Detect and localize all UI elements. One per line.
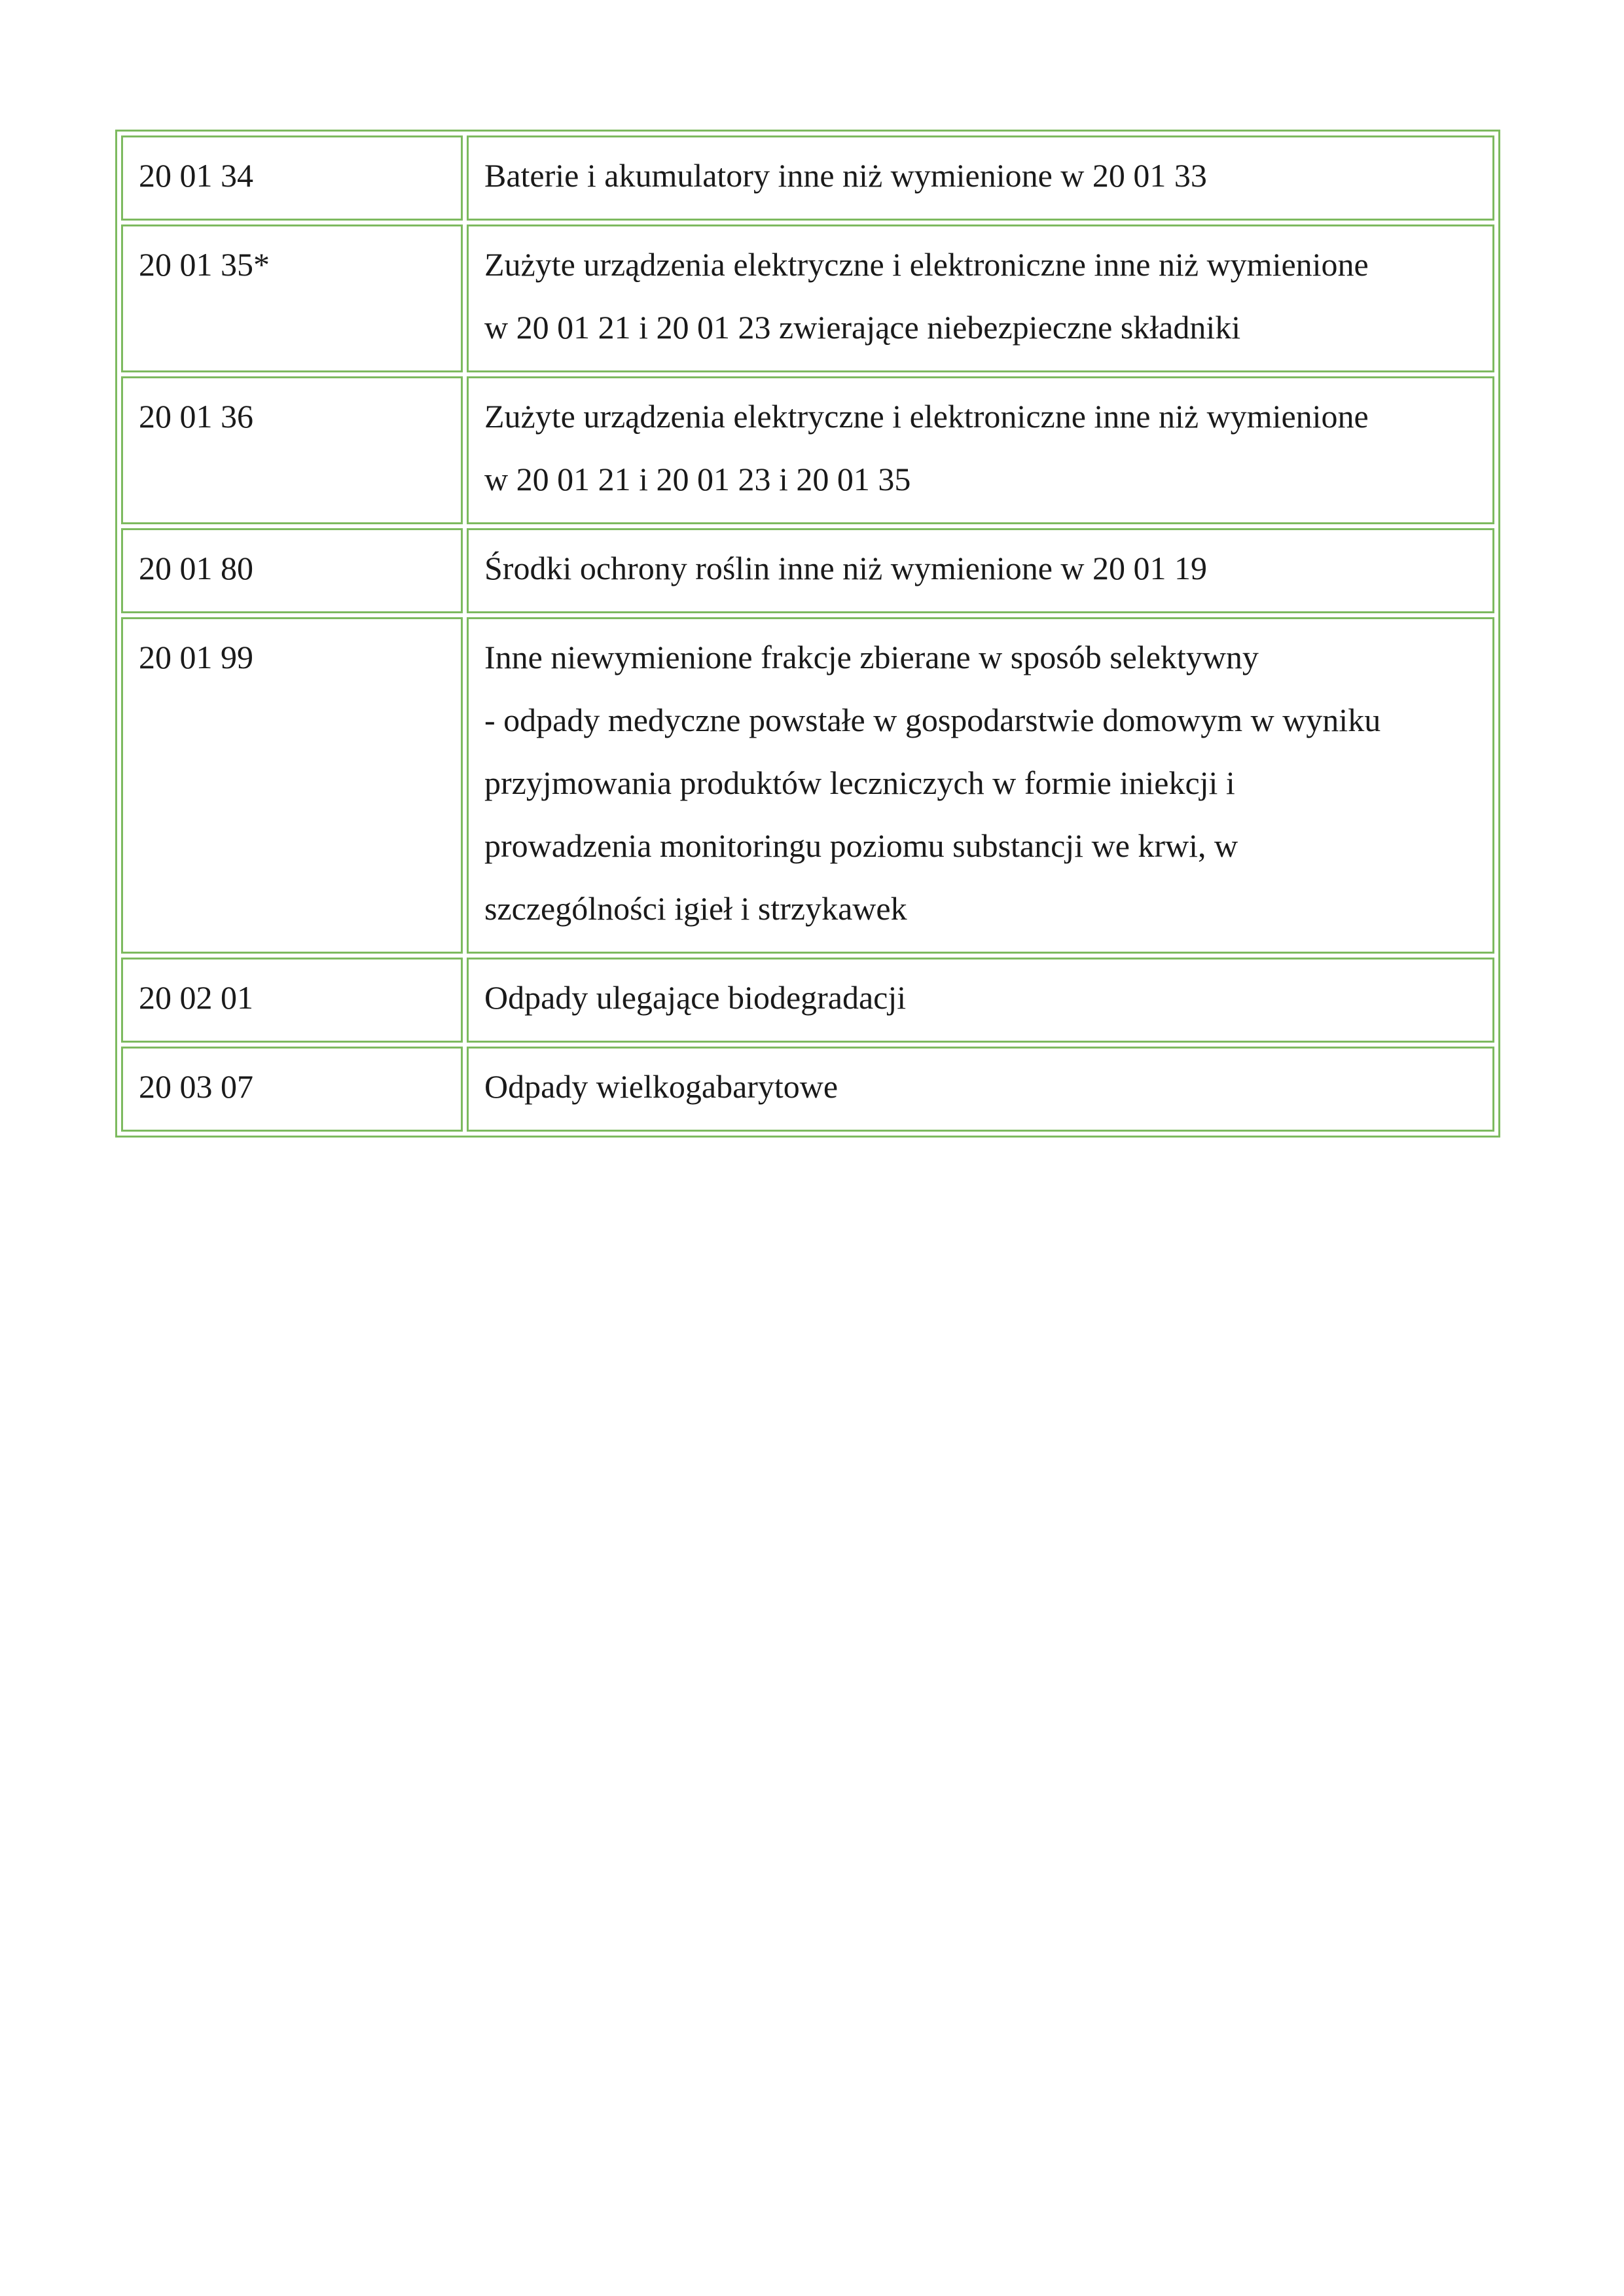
table-row [121, 224, 1494, 372]
waste-code-cell: 20 01 36 [121, 376, 463, 524]
description-line: Inne niewymienione frakcje zbierane w sposób selektywny [484, 639, 1259, 675]
description-line: w 20 01 21 i 20 01 23 zwierające niebezpieczne składniki [484, 309, 1241, 346]
description-line: Zużyte urządzenia elektryczne i elektroniczne inne niż wymienione [484, 246, 1369, 283]
waste-description-cell [467, 1047, 1494, 1132]
waste-description-cell [467, 376, 1494, 524]
waste-code-cell: 20 03 07 [121, 1047, 463, 1132]
waste-code-cell: 20 01 35* [121, 224, 463, 372]
waste-description-cell [467, 958, 1494, 1043]
table-row [121, 617, 1494, 954]
description-line: przyjmowania produktów leczniczych w formie iniekcji i [484, 764, 1235, 801]
table-row [121, 1047, 1494, 1132]
description-line: Odpady wielkogabarytowe [484, 1068, 839, 1105]
waste-codes-table [115, 130, 1500, 1138]
waste-code-cell: 20 02 01 [121, 958, 463, 1043]
description-line: w 20 01 21 i 20 01 23 i 20 01 35 [484, 461, 911, 497]
description-line: Środki ochrony roślin inne niż wymienione w 20 01 19 [484, 550, 1208, 586]
waste-description-cell [467, 135, 1494, 221]
table-row [121, 528, 1494, 613]
description-line: prowadzenia monitoringu poziomu substancji we krwi, w [484, 827, 1238, 864]
table-row [121, 135, 1494, 221]
description-line: - odpady medyczne powstałe w gospodarstwie domowym w wyniku [484, 702, 1381, 738]
waste-code-cell: 20 01 99 [121, 617, 463, 954]
description-line: Odpady ulegające biodegradacji [484, 979, 907, 1016]
waste-code-cell: 20 01 80 [121, 528, 463, 613]
table-row [121, 376, 1494, 524]
waste-description-cell [467, 528, 1494, 613]
description-line: szczególności igieł i strzykawek [484, 890, 907, 927]
waste-code-cell: 20 01 34 [121, 135, 463, 221]
waste-description-cell [467, 224, 1494, 372]
description-line: Baterie i akumulatory inne niż wymienione w 20 01 33 [484, 157, 1207, 194]
description-line: Zużyte urządzenia elektryczne i elektroniczne inne niż wymienione [484, 398, 1369, 435]
waste-description-cell [467, 617, 1494, 954]
table-row [121, 958, 1494, 1043]
